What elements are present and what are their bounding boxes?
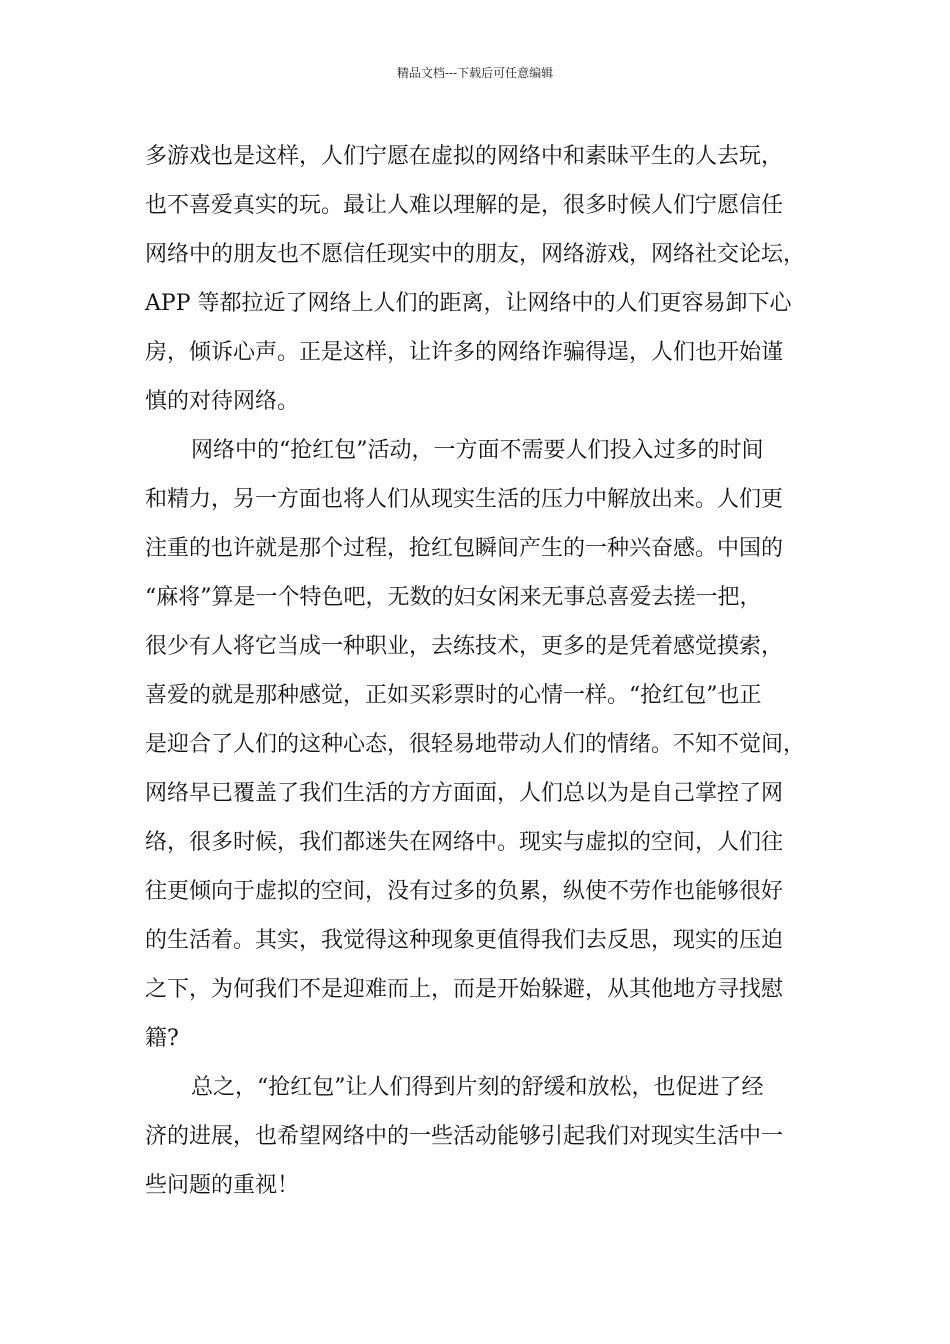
text-line: 络，很多时候，我们都迷失在网络中。现实与虚拟的空间，人们往 [145, 830, 784, 855]
text-line: 注重的也许就是那个过程，抢红包瞬间产生的一种兴奋感。中国的 [145, 536, 784, 561]
paragraph-first-line: 总之，“抢红包”让人们得到片刻的舒缓和放松，也促进了经 [191, 1075, 764, 1100]
text-line: 和精力，另一方面也将人们从现实生活的压力中解放出来。人们更 [145, 487, 784, 512]
text-line: 些问题的重视！ [145, 1173, 300, 1198]
text-line: 之下，为何我们不是迎难而上，而是开始躲避，从其他地方寻找慰 [145, 977, 784, 1002]
text-line: 往更倾向于虚拟的空间，没有过多的负累，纵使不劳作也能够很好 [145, 879, 784, 904]
text-line: 也不喜爱真实的玩。最让人难以理解的是，很多时候人们宁愿信任 [145, 193, 784, 218]
text-line: 是迎合了人们的这种心态，很轻易地带动人们的情绪。不知不觉间， [145, 732, 806, 757]
text-line: 籍? [145, 1026, 179, 1051]
text-line: 济的进展，也希望网络中的一些活动能够引起我们对现实生活中一 [145, 1124, 784, 1149]
text-line: 多游戏也是这样，人们宁愿在虚拟的网络中和素昧平生的人去玩， [145, 144, 784, 169]
paragraph-first-line: 网络中的“抢红包”活动，一方面不需要人们投入过多的时间 [191, 438, 764, 463]
text-line: 慎的对待网络。 [145, 389, 300, 414]
page-header: 精品文档---下载后可任意编辑 [396, 66, 554, 80]
text-line: “麻将”算是一个特色吧，无数的妇女闲来无事总喜爱去搓一把， [145, 585, 762, 610]
text-line: 的生活着。其实，我觉得这种现象更值得我们去反思，现实的压迫 [145, 928, 784, 953]
text-line: 网络早已覆盖了我们生活的方方面面，人们总以为是自己掌控了网 [145, 781, 784, 806]
text-line: 房，倾诉心声。正是这样，让许多的网络诈骗得逞，人们也开始谨 [145, 340, 784, 365]
text-line: APP 等都拉近了网络上人们的距离，让网络中的人们更容易卸下心 [145, 291, 792, 316]
text-line: 网络中的朋友也不愿信任现实中的朋友，网络游戏，网络社交论坛， [145, 242, 806, 267]
document-body [145, 132, 835, 1210]
text-line: 很少有人将它当成一种职业，去练技术，更多的是凭着感觉摸索， [145, 634, 784, 659]
text-line: 喜爱的就是那种感觉，正如买彩票时的心情一样。“抢红包”也正 [145, 683, 762, 708]
